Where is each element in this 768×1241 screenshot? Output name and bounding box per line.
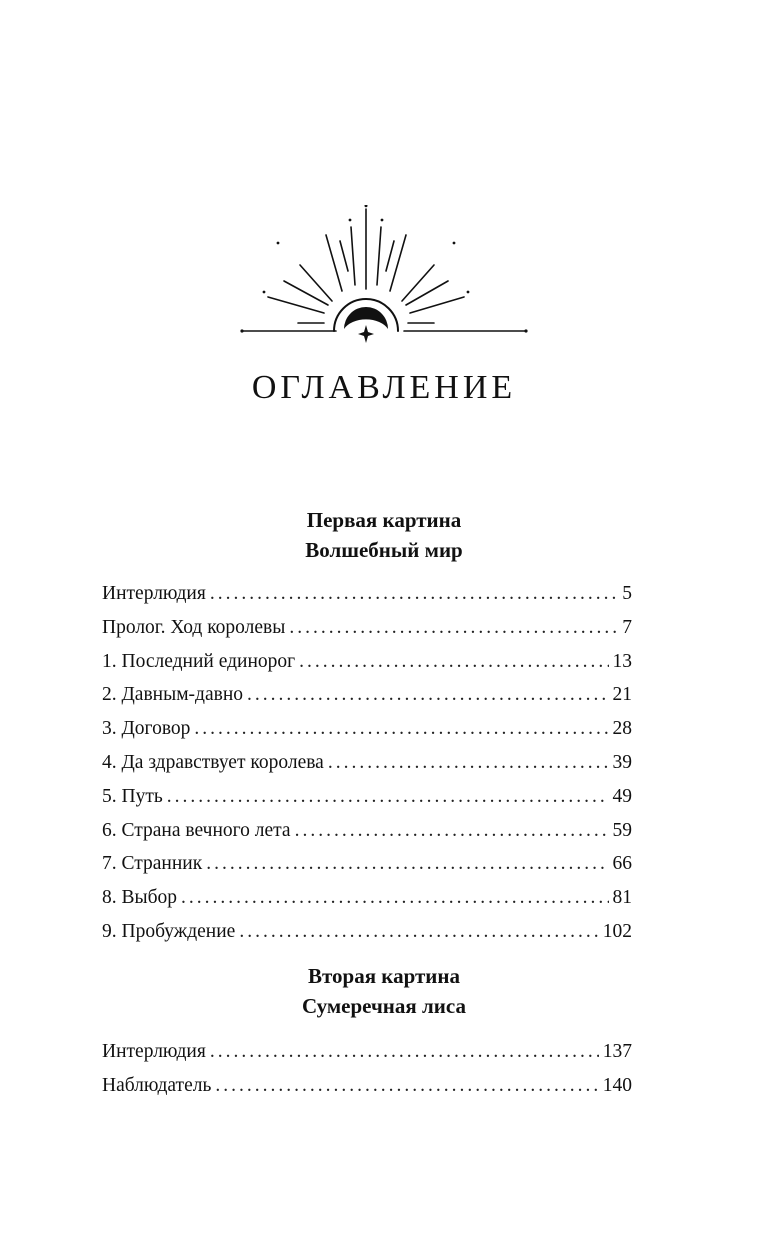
- section-heading: [0, 961, 768, 1021]
- dot-leader: [194, 712, 608, 746]
- toc-entry-title: 4. Да здравствует королева: [102, 751, 324, 773]
- sunrise-crescent-icon: [238, 205, 530, 345]
- toc-entry[interactable]: [102, 712, 632, 746]
- toc-entry[interactable]: [102, 780, 632, 814]
- toc-entry-page: 5: [622, 583, 632, 604]
- dot-leader: [295, 814, 609, 848]
- toc-entry[interactable]: [102, 577, 632, 611]
- toc-entry-title: Наблюдатель: [102, 1074, 212, 1096]
- dot-leader: [210, 577, 618, 611]
- toc-entry-page: 13: [612, 650, 632, 672]
- dot-leader: [239, 915, 598, 949]
- toc-entry-title: 5. Путь: [102, 785, 163, 807]
- toc-entry-title: 8. Выбор: [102, 887, 178, 909]
- toc-entry[interactable]: [102, 915, 632, 949]
- toc-entry-page: 81: [612, 887, 632, 909]
- section-title: Первая картина: [306, 508, 462, 532]
- toc-entry[interactable]: [102, 746, 632, 780]
- dot-leader: [247, 678, 608, 712]
- toc-list: [102, 1035, 632, 1103]
- dot-leader: [289, 611, 618, 645]
- dot-leader: [328, 746, 609, 780]
- dot-leader: [167, 780, 609, 814]
- toc-entry[interactable]: [102, 814, 632, 848]
- dot-leader: [206, 847, 608, 881]
- toc-entry-title: Интерлюдия: [102, 583, 206, 604]
- toc-entry-page: 39: [612, 751, 632, 773]
- toc-entry[interactable]: [102, 678, 632, 712]
- toc-entry-page: 21: [612, 684, 632, 706]
- toc-entry-page: 137: [602, 1041, 632, 1062]
- section-title: Вторая картина: [307, 964, 461, 988]
- section-subtitle: Сумеречная лиса: [302, 994, 466, 1018]
- toc-entry-page: 140: [602, 1074, 632, 1096]
- toc-entry-page: 66: [612, 853, 632, 875]
- section-heading: [0, 505, 768, 565]
- toc-entry-title: 7. Странник: [102, 853, 203, 875]
- page-title: ОГЛАВЛЕНИЕ: [251, 369, 517, 406]
- toc-entry[interactable]: [102, 1035, 632, 1069]
- toc-entry-title: 9. Пробуждение: [102, 920, 236, 942]
- toc-entry-page: 49: [612, 785, 632, 807]
- dot-leader: [210, 1035, 599, 1069]
- section-subtitle: Волшебный мир: [305, 538, 463, 562]
- toc-entry-title: Интерлюдия: [102, 1041, 206, 1062]
- toc-entry[interactable]: [102, 881, 632, 915]
- toc-entry-title: 6. Страна вечного лета: [102, 819, 291, 841]
- toc-entry-page: 7: [622, 616, 632, 638]
- toc-entry[interactable]: [102, 611, 632, 645]
- toc-entry-page: 102: [602, 920, 632, 942]
- toc-entry-title: Пролог. Ход королевы: [102, 616, 286, 638]
- toc-entry-title: 2. Давным-давно: [102, 684, 244, 706]
- toc-entry-page: 59: [612, 819, 632, 841]
- dot-leader: [215, 1069, 598, 1103]
- toc-list: [102, 577, 632, 949]
- dot-leader: [299, 645, 608, 679]
- toc-entry-title: 3. Договор: [102, 718, 191, 740]
- dot-leader: [181, 881, 608, 915]
- toc-entry[interactable]: [102, 847, 632, 881]
- toc-entry[interactable]: [102, 645, 632, 679]
- toc-entry-page: 28: [612, 718, 632, 740]
- toc-entry[interactable]: [102, 1069, 632, 1103]
- toc-entry-title: 1. Последний единорог: [102, 650, 296, 672]
